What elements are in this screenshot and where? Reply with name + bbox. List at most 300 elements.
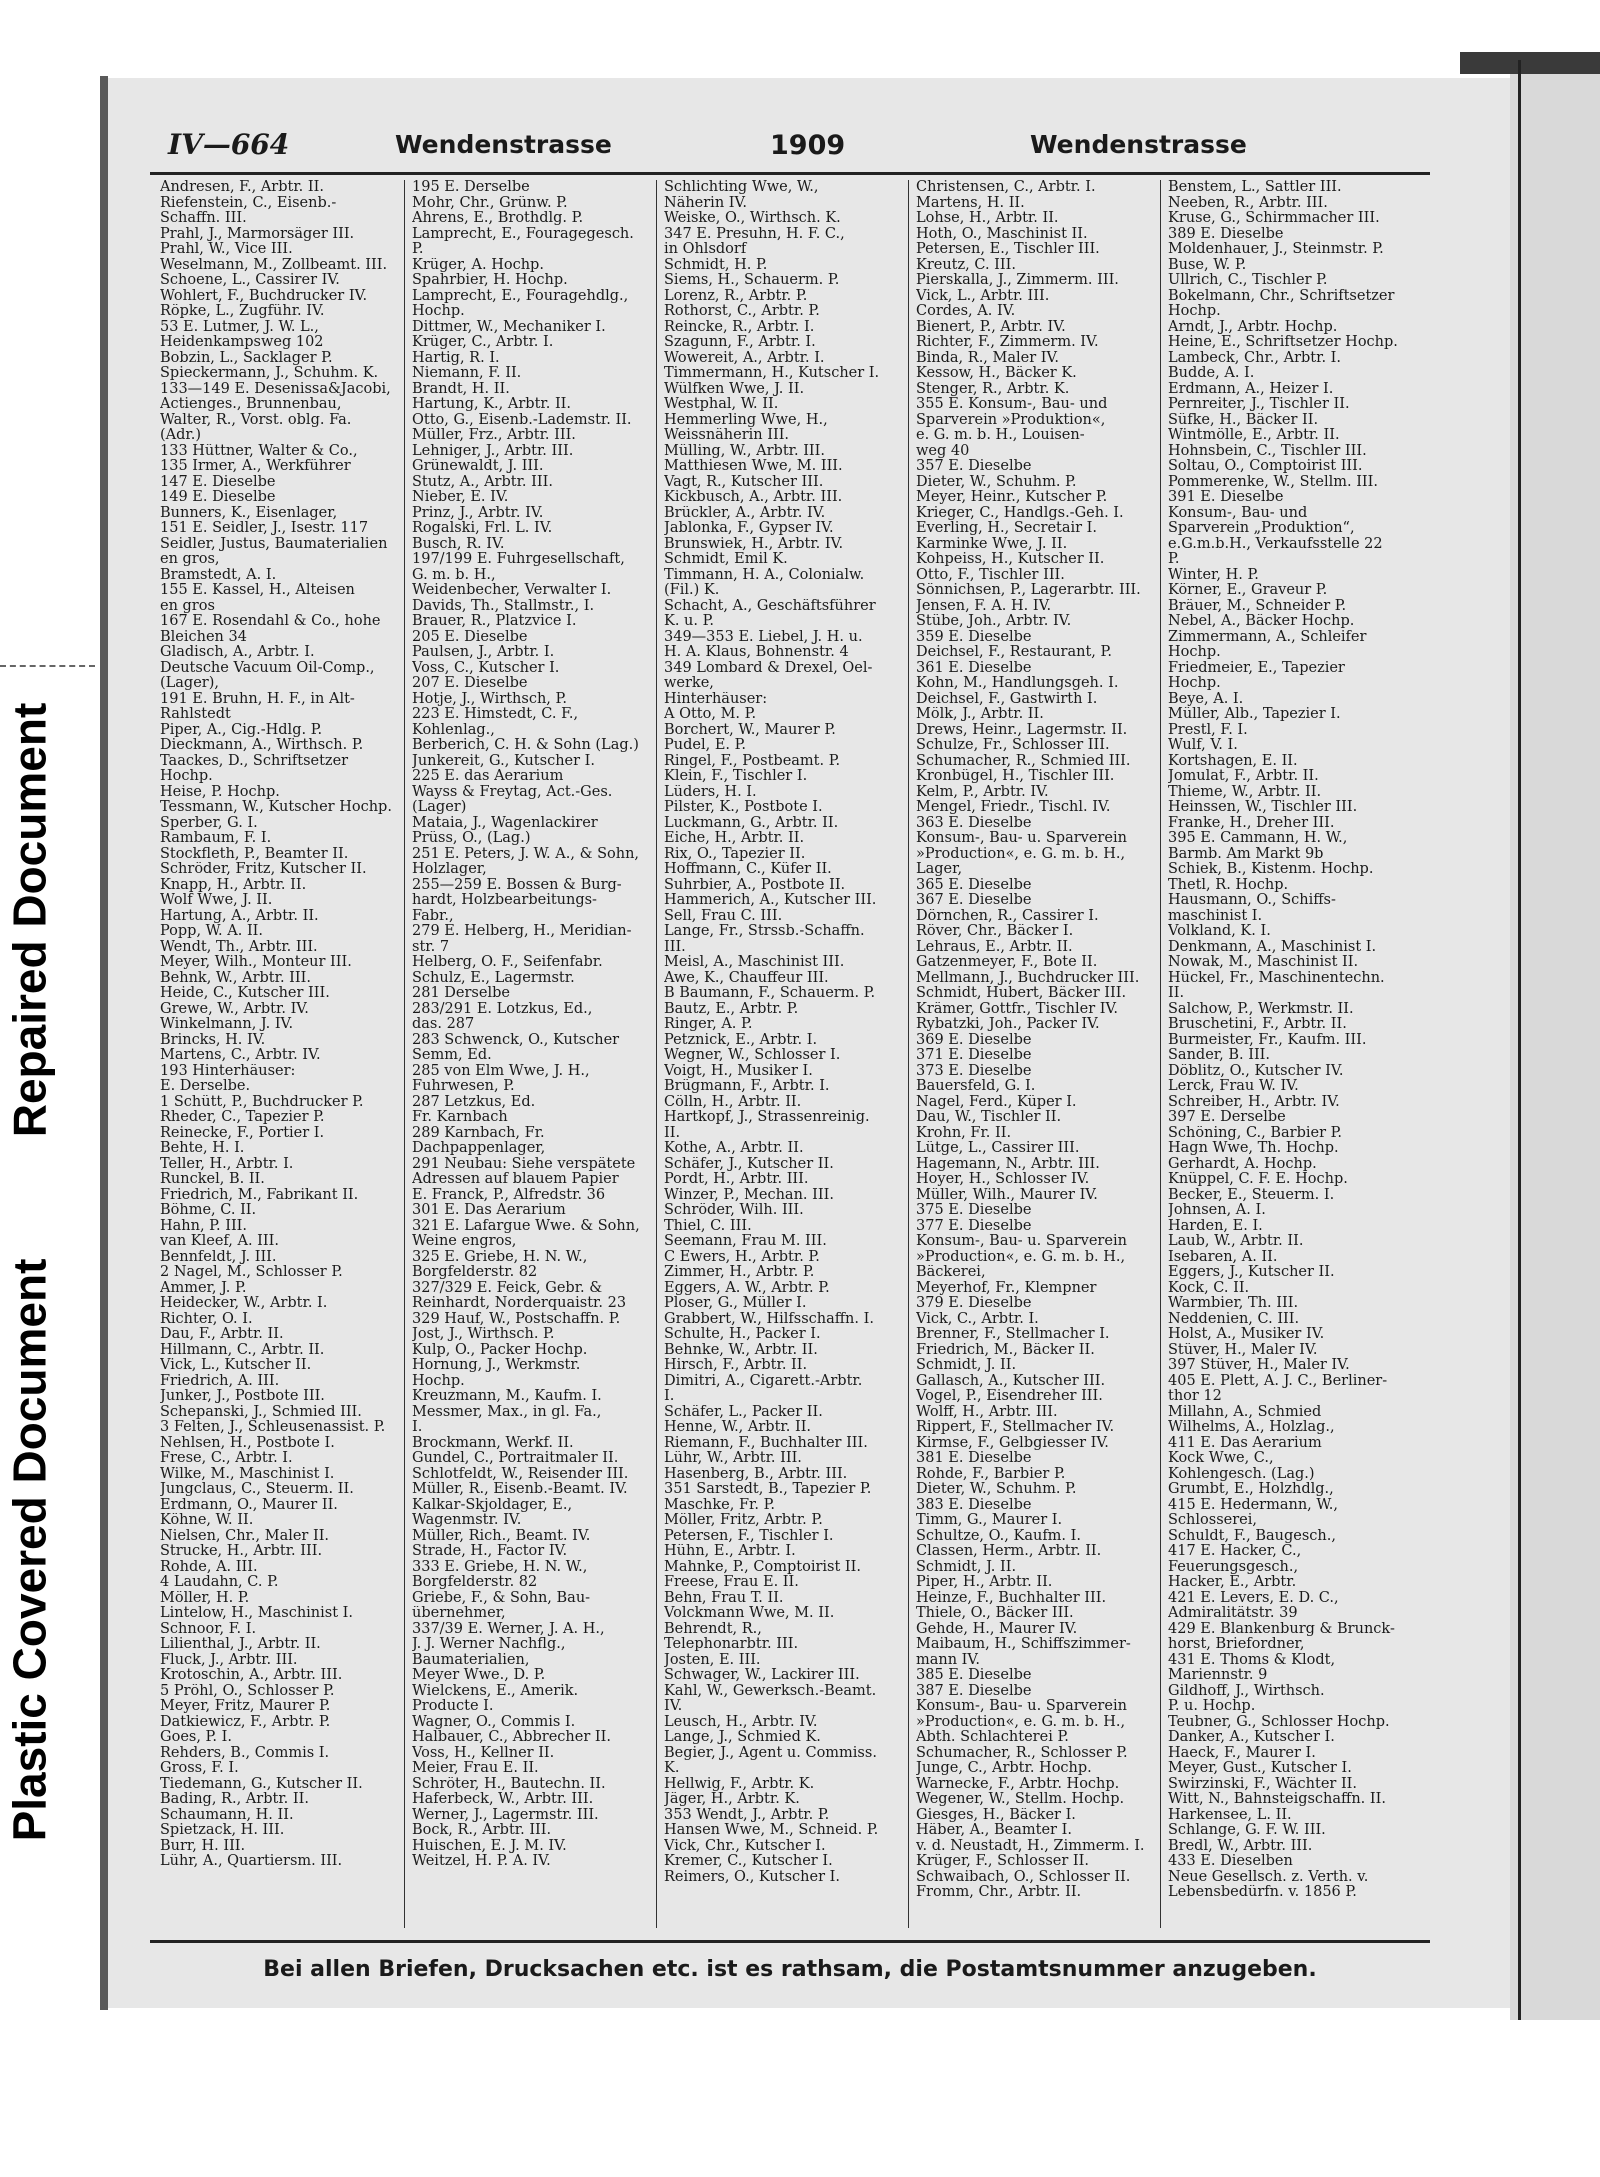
footer-rule (150, 1940, 1430, 1943)
directory-entry: Behrendt, R., (664, 1621, 762, 1637)
directory-entry: Lühr, W., Arbtr. III. (664, 1451, 802, 1466)
directory-entry: 353 Wendt, J., Arbtr. P. (664, 1807, 830, 1823)
directory-entry: hardt, Holzbearbeitungs- (412, 893, 597, 908)
directory-entry: 151 E. Seidler, J., Isestr. 117 (160, 521, 369, 536)
directory-entry: Nowak, M., Maschinist II. (1168, 955, 1359, 970)
directory-entry: Schmidt, H. P. (664, 257, 768, 273)
directory-entry: Brunswiek, H., Arbtr. IV. (664, 536, 844, 552)
directory-entry: 195 E. Derselbe (412, 180, 530, 195)
directory-entry: Lehraus, E., Arbtr. II. (916, 939, 1073, 955)
directory-entry: Brückler, A., Arbtr. IV. (664, 505, 826, 521)
directory-entry: Rahlstedt (160, 707, 231, 722)
directory-entry: Thiele, O., Bäcker III. (916, 1606, 1074, 1621)
directory-entry: Wintmölle, E., Arbtr. II. (1168, 428, 1340, 443)
directory-entry: 285 von Elm Wwe, J. H., (412, 1063, 590, 1079)
page-edge (100, 76, 108, 2010)
directory-entry: Müller, Wilh., Maurer IV. (916, 1187, 1098, 1203)
directory-entry: Dau, W., Tischler II. (916, 1110, 1062, 1125)
directory-entry: Schuldt, F., Baugesch., (1168, 1528, 1336, 1544)
directory-entry: Lilienthal, J., Arbtr. II. (160, 1637, 321, 1652)
directory-entry: Junge, C., Arbtr. Hochp. (916, 1761, 1092, 1776)
directory-entry: Vick, C., Arbtr. I. (916, 1311, 1039, 1327)
directory-entry: Brandt, H. II. (412, 381, 510, 397)
directory-entry: Voigt, H., Musiker I. (664, 1063, 813, 1079)
directory-entry: Neddenien, C. III. (1168, 1311, 1300, 1327)
directory-entry: 383 E. Dieselbe (916, 1497, 1032, 1513)
directory-entry: Hammerich, A., Kutscher III. (664, 893, 877, 908)
directory-entry: Gross, F. I. (160, 1761, 239, 1776)
directory-entry: Goes, P. I. (160, 1730, 232, 1745)
directory-entry: 3 Felten, J., Schleusenassist. P. (160, 1420, 386, 1435)
plastic-covered-document-label (3, 1258, 55, 1842)
directory-entry: 207 E. Dieselbe (412, 676, 528, 691)
directory-entry: Moldenhauer, J., Steinmstr. P. (1168, 242, 1384, 257)
directory-entry: 193 Hinterhäuser: (160, 1063, 296, 1079)
directory-entry: Wagner, O., Commis I. (412, 1714, 576, 1730)
directory-entry: Bräuer, M., Schneider P. (1168, 598, 1347, 614)
directory-entry: Cölln, H., Arbtr. II. (664, 1094, 802, 1110)
directory-entry: Fluck, J., Arbtr. III. (160, 1652, 298, 1668)
directory-entry: Martens, C., Arbtr. IV. (160, 1048, 321, 1063)
directory-entry: thor 12 (1168, 1389, 1222, 1404)
directory-entry: Schäfer, L., Packer II. (664, 1404, 823, 1420)
directory-entry: Mohr, Chr., Grünw. P. (412, 195, 568, 211)
directory-entry: Hagn Wwe, Th. Hochp. (1168, 1141, 1339, 1156)
directory-entry: Ammer, J. P. (160, 1280, 247, 1296)
directory-entry: Luckmann, G., Arbtr. II. (664, 815, 839, 831)
directory-entry: Grumbt, E., Holzhdlg., (1168, 1482, 1334, 1497)
directory-entry: Sell, Frau C. III. (664, 908, 783, 924)
directory-entry: 191 E. Bruhn, H. F., in Alt- (160, 691, 355, 707)
directory-entry: Warmbier, Th. III. (1168, 1296, 1299, 1311)
directory-entry: Haferbeck, W., Arbtr. III. (412, 1792, 594, 1807)
directory-entry: Schwaibach, O., Schlosser II. (916, 1869, 1131, 1885)
directory-entry: Weiske, O., Wirthsch. K. (664, 211, 841, 226)
directory-entry: Dimitri, A., Cigarett.-Arbtr. (664, 1373, 863, 1389)
directory-entry: Meyer, Wilh., Monteur III. (160, 955, 352, 970)
directory-entry: Schoene, L., Cassirer IV. (160, 273, 340, 288)
directory-entry: 379 E. Dieselbe (916, 1296, 1032, 1311)
directory-entry: Schreiber, H., Arbtr. IV. (1168, 1094, 1340, 1110)
directory-entry: Tessmann, W., Kutscher Hochp. (160, 800, 392, 815)
right-binding-line (1518, 60, 1521, 2020)
directory-entry: Rehders, B., Commis I. (160, 1745, 330, 1761)
directory-entry: Kirmse, F., Gelbgiesser IV. (916, 1435, 1109, 1451)
directory-entry: Heise, P. Hochp. (160, 784, 280, 800)
directory-entry: Zimmermann, A., Schleifer (1168, 629, 1367, 645)
directory-entry: Meyer, Fritz, Maurer P. (160, 1699, 331, 1714)
directory-entry: Vick, L., Kutscher II. (160, 1358, 312, 1373)
directory-entry: Strade, H., Factor IV. (412, 1544, 568, 1559)
directory-entry: Lehniger, J., Arbtr. III. (412, 443, 574, 459)
directory-entry: P. (1168, 552, 1180, 567)
directory-entry: Heidenkampsweg 102 (160, 335, 324, 350)
directory-entry: Bautz, E., Arbtr. P. (664, 1001, 799, 1017)
directory-entry: Berberich, C. H. & Sohn (Lag.) (412, 738, 639, 753)
directory-entry: Admiralitätstr. 39 (1168, 1606, 1298, 1621)
directory-entry: Mülling, W., Arbtr. III. (664, 443, 825, 459)
directory-entry: Stüver, H., Maler IV. (1168, 1342, 1318, 1358)
directory-entry: Kortshagen, E. II. (1168, 753, 1298, 769)
directory-entry: Meyerhof, Fr., Klempner (916, 1280, 1097, 1296)
directory-entry: Schlange, G. F. W. III. (1168, 1823, 1326, 1838)
directory-entry: Schaffn. III. (160, 211, 247, 226)
directory-entry: Friedrich, A. III. (160, 1373, 280, 1389)
directory-entry: Jomulat, F., Arbtr. II. (1168, 769, 1319, 784)
directory-entry: Hahn, P. III. (160, 1218, 248, 1234)
directory-entry: Hühn, E., Arbtr. I. (664, 1544, 796, 1559)
directory-entry: Schiek, B., Kistenm. Hochp. (1168, 862, 1374, 877)
directory-entry: van Kleef, A. III. (160, 1234, 279, 1249)
directory-entry: Karminke Wwe, J. II. (916, 536, 1068, 552)
directory-entry: 325 E. Griebe, H. N. W., (412, 1249, 588, 1265)
repaired-document-label (4, 680, 54, 1160)
directory-entry: Thieme, W., Arbtr. II. (1168, 784, 1322, 800)
directory-entry: Jablonka, F., Gypser IV. (664, 521, 834, 536)
directory-entry: 135 Irmer, A., Werkführer (160, 459, 351, 474)
directory-entry: K. (664, 1761, 680, 1776)
directory-entry: Wolf Wwe, J. II. (160, 893, 273, 908)
directory-entry: Knapp, H., Arbtr. II. (160, 877, 307, 893)
directory-entry: Busch, R. IV. (412, 536, 505, 552)
directory-entry: 415 E. Hedermann, W., (1168, 1497, 1338, 1513)
header-rule (150, 172, 1430, 175)
directory-entry: Schnoor, F. I. (160, 1621, 257, 1637)
directory-entry: 357 E. Dieselbe (916, 459, 1032, 474)
directory-entry: Friedrich, M., Bäcker II. (916, 1342, 1095, 1358)
directory-entry: Taackes, D., Schriftsetzer (160, 753, 349, 769)
directory-entry: Spietzack, H. III. (160, 1823, 285, 1838)
directory-entry: Holst, A., Musiker IV. (1168, 1327, 1325, 1342)
directory-entry: Wohlert, F., Buchdrucker IV. (160, 288, 368, 304)
left-dashed-line (0, 665, 95, 667)
directory-entry: II. (1168, 986, 1185, 1001)
directory-entry: Kock, C. II. (1168, 1280, 1250, 1296)
directory-entry: Mahnke, P., Comptoirist II. (664, 1559, 861, 1575)
directory-entry: Hoth, O., Maschinist II. (916, 226, 1088, 242)
directory-entry: Konsum-, Bau- u. Sparverein (916, 1234, 1127, 1249)
directory-entry: Möller, H. P. (160, 1590, 250, 1606)
directory-entry: Friedmeier, E., Tapezier (1168, 660, 1345, 676)
directory-entry: Barmb. Am Markt 9b (1168, 846, 1324, 862)
directory-entry: Meier, Frau E. II. (412, 1761, 539, 1776)
directory-entry: mann IV. (916, 1652, 980, 1668)
directory-entry: Kickbusch, A., Arbtr. III. (664, 490, 843, 505)
directory-entry: Kothe, A., Arbtr. II. (664, 1141, 804, 1156)
directory-entry: Petersen, F., Tischler I. (664, 1528, 834, 1544)
directory-entry: Lütge, L., Cassirer III. (916, 1141, 1080, 1156)
directory-entry: Wendt, Th., Arbtr. III. (160, 939, 318, 955)
directory-entry: 329 Hauf, W., Postschaffn. P. (412, 1311, 621, 1327)
directory-entry: Feuerungsgesch., (1168, 1559, 1299, 1575)
directory-entry: Telephonarbtr. III. (664, 1637, 799, 1652)
directory-entry: Hagemann, N., Arbtr. III. (916, 1156, 1100, 1172)
directory-entry: Schmidt, J. II. (916, 1358, 1017, 1373)
directory-entry: Voss, H., Kellner II. (412, 1745, 555, 1761)
directory-entry: Sander, B. III. (1168, 1048, 1271, 1063)
directory-entry: 347 E. Presuhn, H. F. C., (664, 226, 845, 242)
directory-entry: 321 E. Lafargue Wwe. & Sohn, (412, 1218, 640, 1234)
directory-entry: en gros (160, 598, 215, 614)
directory-entry: Weidenbecher, Verwalter I. (412, 583, 612, 598)
directory-entry: Kreutz, C. III. (916, 257, 1016, 273)
directory-entry: Drews, Heinr., Lagermstr. II. (916, 722, 1128, 738)
directory-entry: Hasenberg, B., Arbtr. III. (664, 1466, 848, 1482)
directory-entry: Fabr., (412, 908, 454, 924)
directory-entry: Kulp, O., Packer Hochp. (412, 1342, 588, 1358)
directory-entry: Baumaterialien, (412, 1652, 530, 1668)
directory-entry: 395 E. Cammann, H. W., (1168, 831, 1348, 846)
directory-entry: Mölk, J., Arbtr. II. (916, 707, 1044, 722)
directory-entry: Giesges, H., Bäcker I. (916, 1807, 1076, 1823)
directory-entry: Lintelow, H., Maschinist I. (160, 1606, 353, 1621)
directory-entry: Rybatzki, Joh., Packer IV. (916, 1017, 1100, 1032)
directory-entry: Hartkopf, J., Strassenreinig. (664, 1110, 870, 1125)
directory-entry: Hartung, K., Arbtr. II. (412, 397, 572, 412)
directory-entry: Richter, O. I. (160, 1311, 253, 1327)
directory-entry: Kohpeiss, H., Kutscher II. (916, 552, 1105, 567)
column-divider (1160, 180, 1161, 1928)
directory-entry: Rippert, F., Stellmacher IV. (916, 1420, 1115, 1435)
directory-entry: Köhne, W. II. (160, 1513, 254, 1528)
directory-entry: Weselmann, M., Zollbeamt. III. (160, 257, 388, 273)
directory-entry: Rohde, F., Barbier P. (916, 1466, 1066, 1482)
directory-entry: Classen, Herm., Arbtr. II. (916, 1544, 1102, 1559)
directory-entry: 387 E. Dieselbe (916, 1683, 1032, 1699)
directory-entry: Kruse, G., Schirmmacher III. (1168, 211, 1380, 226)
directory-entry: in Ohlsdorf (664, 242, 747, 257)
directory-entry: (Adr.) (160, 428, 202, 443)
directory-entry: Wielckens, E., Amerik. (412, 1683, 579, 1699)
directory-entry: e.G.m.b.H., Verkaufsstelle 22 (1168, 536, 1383, 552)
directory-entry: Brügmann, F., Arbtr. I. (664, 1079, 830, 1094)
directory-entry: Volkland, K. I. (1168, 924, 1271, 939)
directory-entry: 367 E. Dieselbe (916, 893, 1032, 908)
directory-entry: Eiche, H., Arbtr. II. (664, 831, 805, 846)
directory-entry: Gatzenmeyer, F., Bote II. (916, 955, 1098, 970)
directory-entry: Dieckmann, A., Wirthsch. P. (160, 738, 364, 753)
directory-entry: 375 E. Dieselbe (916, 1203, 1032, 1218)
directory-entry: Lamprecht, E., Fouragehdlg., (412, 288, 629, 304)
directory-entry: Bennfeldt, J. III. (160, 1249, 277, 1265)
directory-entry: Hirsch, F., Arbtr. II. (664, 1358, 808, 1373)
directory-entry: Heide, C., Kutscher III. (160, 986, 330, 1001)
directory-entry: Abth. Schlachterei P. (916, 1730, 1069, 1745)
directory-entry: Jensen, F. A. H. IV. (916, 598, 1052, 614)
directory-entry: Eggers, A. W., Arbtr. P. (664, 1280, 830, 1296)
directory-entry: Hoyer, H., Schlosser IV. (916, 1172, 1090, 1187)
column-divider (404, 180, 405, 1928)
directory-entry: »Production«, e. G. m. b. H., (916, 1714, 1126, 1730)
directory-entry: Dachpappenlager, (412, 1141, 546, 1156)
directory-entry: Hartig, R. I. (412, 350, 500, 366)
directory-entry: Burr, H. III. (160, 1838, 246, 1854)
directory-entry: Otto, G., Eisenb.-Lademstr. II. (412, 412, 632, 428)
directory-entry: 405 E. Plett, A. J. C., Berliner- (1168, 1373, 1388, 1389)
directory-entry: Nielsen, Chr., Maler II. (160, 1528, 330, 1544)
directory-entry: 281 Derselbe (412, 986, 510, 1001)
directory-entry: Brincks, H. IV. (160, 1032, 266, 1048)
directory-entry: Lamprecht, E., Fouragegesch. (412, 226, 634, 242)
directory-entry: Reinhardt, Norderquaistr. 23 (412, 1296, 627, 1311)
directory-entry: Winzer, P., Mechan. III. (664, 1187, 834, 1203)
directory-entry: E. Derselbe. (160, 1079, 251, 1094)
directory-entry: Davids, Th., Stallmstr., I. (412, 598, 595, 614)
directory-entry: Bleichen 34 (160, 629, 247, 645)
directory-entry: 133—149 E. Desenissa&Jacobi, (160, 381, 391, 397)
directory-entry: Weine engros, (412, 1234, 517, 1249)
directory-entry: Pierskalla, J., Zimmerm. III. (916, 273, 1119, 288)
directory-entry: Riefenstein, C., Eisenb.- (160, 195, 337, 211)
directory-entry: Schepanski, J., Schmied III. (160, 1404, 362, 1420)
directory-entry: A Otto, M. P. (664, 707, 757, 722)
directory-entry: Actienges., Brunnenbau, (160, 397, 342, 412)
directory-entry: Fr. Karnbach (412, 1110, 508, 1125)
directory-entry: Riemann, F., Buchhalter III. (664, 1435, 868, 1451)
directory-entry: Walter, R., Vorst. oblg. Fa. (160, 412, 352, 428)
directory-entry: Prinz, J., Arbtr. IV. (412, 505, 544, 521)
directory-entry: Mengel, Friedr., Tischl. IV. (916, 800, 1111, 815)
directory-entry: 2 Nagel, M., Schlosser P. (160, 1265, 343, 1280)
directory-entry: Niemann, F. II. (412, 366, 522, 381)
directory-entry: »Production«, e. G. m. b. H., (916, 1249, 1126, 1265)
directory-entry: 373 E. Dieselbe (916, 1063, 1032, 1079)
directory-entry: Fuhrwesen, P. (412, 1079, 515, 1094)
directory-entry: Richter, F., Zimmerm. IV. (916, 335, 1099, 350)
directory-entry: IV. (664, 1699, 683, 1714)
directory-entry: Brenner, F., Stellmacher I. (916, 1327, 1110, 1342)
year: 1909 (770, 130, 846, 161)
directory-entry: Brockmann, Werkf. II. (412, 1435, 574, 1451)
directory-entry: Röpke, L., Zugführ. IV. (160, 304, 325, 319)
directory-entry: Hartung, A., Arbtr. II. (160, 908, 319, 924)
directory-entry: K. u. P. (664, 614, 715, 629)
directory-entry: Hochp. (1168, 304, 1221, 319)
directory-entry: I. (664, 1389, 675, 1404)
directory-entry: Lange, J., Schmied K. (664, 1730, 821, 1745)
directory-entry: 223 E. Himstedt, C. F., (412, 707, 579, 722)
directory-entry: Hillmann, C., Arbtr. II. (160, 1342, 325, 1358)
directory-column-3 (664, 180, 902, 1930)
directory-entry: Adressen auf blauem Papier (412, 1172, 619, 1187)
directory-entry: Stutz, A., Arbtr. III. (412, 474, 553, 490)
directory-entry: Schacht, A., Geschäftsführer (664, 598, 876, 614)
directory-entry: Lorenz, R., Arbtr. P. (664, 288, 808, 304)
directory-entry: Spahrbier, H. Hochp. (412, 273, 568, 288)
directory-entry: Krämer, Gottfr., Tischler IV. (916, 1001, 1119, 1017)
directory-entry: Vick, Chr., Kutscher I. (664, 1838, 826, 1854)
directory-entry: Meyer, Heinr., Kutscher P. (916, 490, 1108, 505)
directory-entry: 397 E. Derselbe (1168, 1110, 1286, 1125)
column-divider (908, 180, 909, 1928)
directory-entry: Meyer, Gust., Kutscher I. (1168, 1761, 1352, 1776)
directory-entry: Hausmann, O., Schiffs- (1168, 893, 1336, 908)
directory-entry: Schmidt, Hubert, Bäcker III. (916, 986, 1127, 1001)
directory-entry: Prahl, J., Marmorsäger III. (160, 226, 355, 242)
directory-entry: Schulze, Fr., Schlosser III. (916, 738, 1110, 753)
directory-entry: 361 E. Dieselbe (916, 660, 1032, 676)
directory-entry: Borchert, W., Maurer P. (664, 722, 836, 738)
directory-entry: Bauersfeld, G. I. (916, 1079, 1036, 1094)
directory-entry: Martens, H. II. (916, 195, 1025, 211)
directory-entry: Otto, F., Tischler III. (916, 567, 1065, 583)
directory-entry: Harden, E. I. (1168, 1218, 1263, 1234)
directory-entry: Voss, C., Kutscher I. (412, 660, 560, 676)
directory-entry: Pordt, H., Arbtr. III. (664, 1172, 809, 1187)
directory-entry: Junker, J., Postbote III. (160, 1389, 325, 1404)
directory-entry: Frese, C., Arbtr. I. (160, 1451, 293, 1466)
directory-entry: Grünewaldt, J. III. (412, 459, 544, 474)
directory-entry: Siems, H., Schauerm. P. (664, 273, 840, 288)
directory-entry: Rogalski, Frl. L. IV. (412, 521, 553, 536)
directory-entry: Semm, Ed. (412, 1048, 492, 1063)
directory-entry: Friedrich, M., Fabrikant II. (160, 1187, 359, 1203)
directory-entry: Teller, H., Arbtr. I. (160, 1156, 294, 1172)
directory-entry: Soltau, O., Comptoirist III. (1168, 459, 1363, 474)
directory-column-5 (1168, 180, 1423, 1930)
directory-entry: Wegener, W., Stellm. Hochp. (916, 1792, 1125, 1807)
directory-entry: »Production«, e. G. m. b. H., (916, 846, 1126, 862)
directory-entry: Kock Wwe, C., (1168, 1451, 1274, 1466)
directory-entry: Süfke, H., Bäcker II. (1168, 412, 1319, 428)
directory-entry: 421 E. Levers, E. D. C., (1168, 1590, 1339, 1606)
directory-entry: 53 E. Lutmer, J. W. L., (160, 319, 319, 335)
directory-entry: 349—353 E. Liebel, J. H. u. (664, 629, 863, 645)
directory-entry: 371 E. Dieselbe (916, 1048, 1032, 1063)
directory-entry: Runckel, B. II. (160, 1172, 265, 1187)
directory-entry: Mariennstr. 9 (1168, 1668, 1268, 1683)
directory-entry: Vagt, R., Kutscher III. (664, 474, 824, 490)
directory-entry: Kessow, H., Bäcker K. (916, 366, 1077, 381)
directory-entry: Jungclaus, C., Steuerm. II. (160, 1482, 354, 1497)
directory-entry: Krieger, C., Handlgs.-Geh. I. (916, 505, 1124, 521)
directory-entry: Wulf, V. I. (1168, 738, 1238, 753)
directory-entry: Wolff, H., Arbtr. III. (916, 1404, 1058, 1420)
column-divider (656, 180, 657, 1928)
directory-entry: Zimmer, H., Arbtr. P. (664, 1265, 815, 1280)
directory-entry: Krohn, Fr. II. (916, 1125, 1012, 1141)
directory-entry: Bienert, P., Arbtr. IV. (916, 319, 1066, 335)
directory-entry: Everling, H., Secretair I. (916, 521, 1098, 536)
directory-entry: Lambeck, Chr., Arbtr. I. (1168, 350, 1342, 366)
directory-entry: übernehmer, (412, 1606, 506, 1621)
directory-entry: Häber, A., Beamter I. (916, 1823, 1072, 1838)
directory-entry: Kohlenlag., (412, 722, 495, 738)
directory-entry: Weissnäherin III. (664, 428, 790, 443)
directory-entry: Lüders, H. I. (664, 784, 757, 800)
directory-entry: Lager, (916, 862, 963, 877)
directory-entry: Timm, G., Maurer I. (916, 1513, 1063, 1528)
directory-entry: Schmidt, J. II. (916, 1559, 1017, 1575)
directory-entry: 155 E. Kassel, H., Alteisen (160, 583, 355, 598)
directory-entry: 411 E. Das Aerarium (1168, 1435, 1322, 1451)
directory-entry: Rix, O., Tapezier II. (664, 846, 806, 862)
directory-entry: Freese, Frau E. II. (664, 1575, 799, 1590)
directory-entry: Hohnsbein, C., Tischler III. (1168, 443, 1367, 459)
directory-entry: 397 Stüver, H., Maler IV. (1168, 1358, 1350, 1373)
directory-entry: Arndt, J., Arbtr. Hochp. (1168, 319, 1338, 335)
directory-entry: 365 E. Dieselbe (916, 877, 1032, 893)
directory-entry: Schröder, Wilh. III. (664, 1203, 804, 1218)
directory-entry: Jäger, H., Arbtr. K. (664, 1792, 800, 1807)
directory-entry: Lohse, H., Arbtr. II. (916, 211, 1059, 226)
directory-entry: Kohn, M., Handlungsgeh. I. (916, 676, 1119, 691)
directory-entry: e. G. m. b. H., Louisen- (916, 428, 1085, 443)
directory-entry: P. u. Hochp. (1168, 1699, 1256, 1714)
directory-entry: horst, Briefordner, (1168, 1637, 1305, 1652)
directory-entry: Piper, H., Arbtr. II. (916, 1575, 1053, 1590)
directory-entry: Reincke, R., Arbtr. I. (664, 319, 815, 335)
